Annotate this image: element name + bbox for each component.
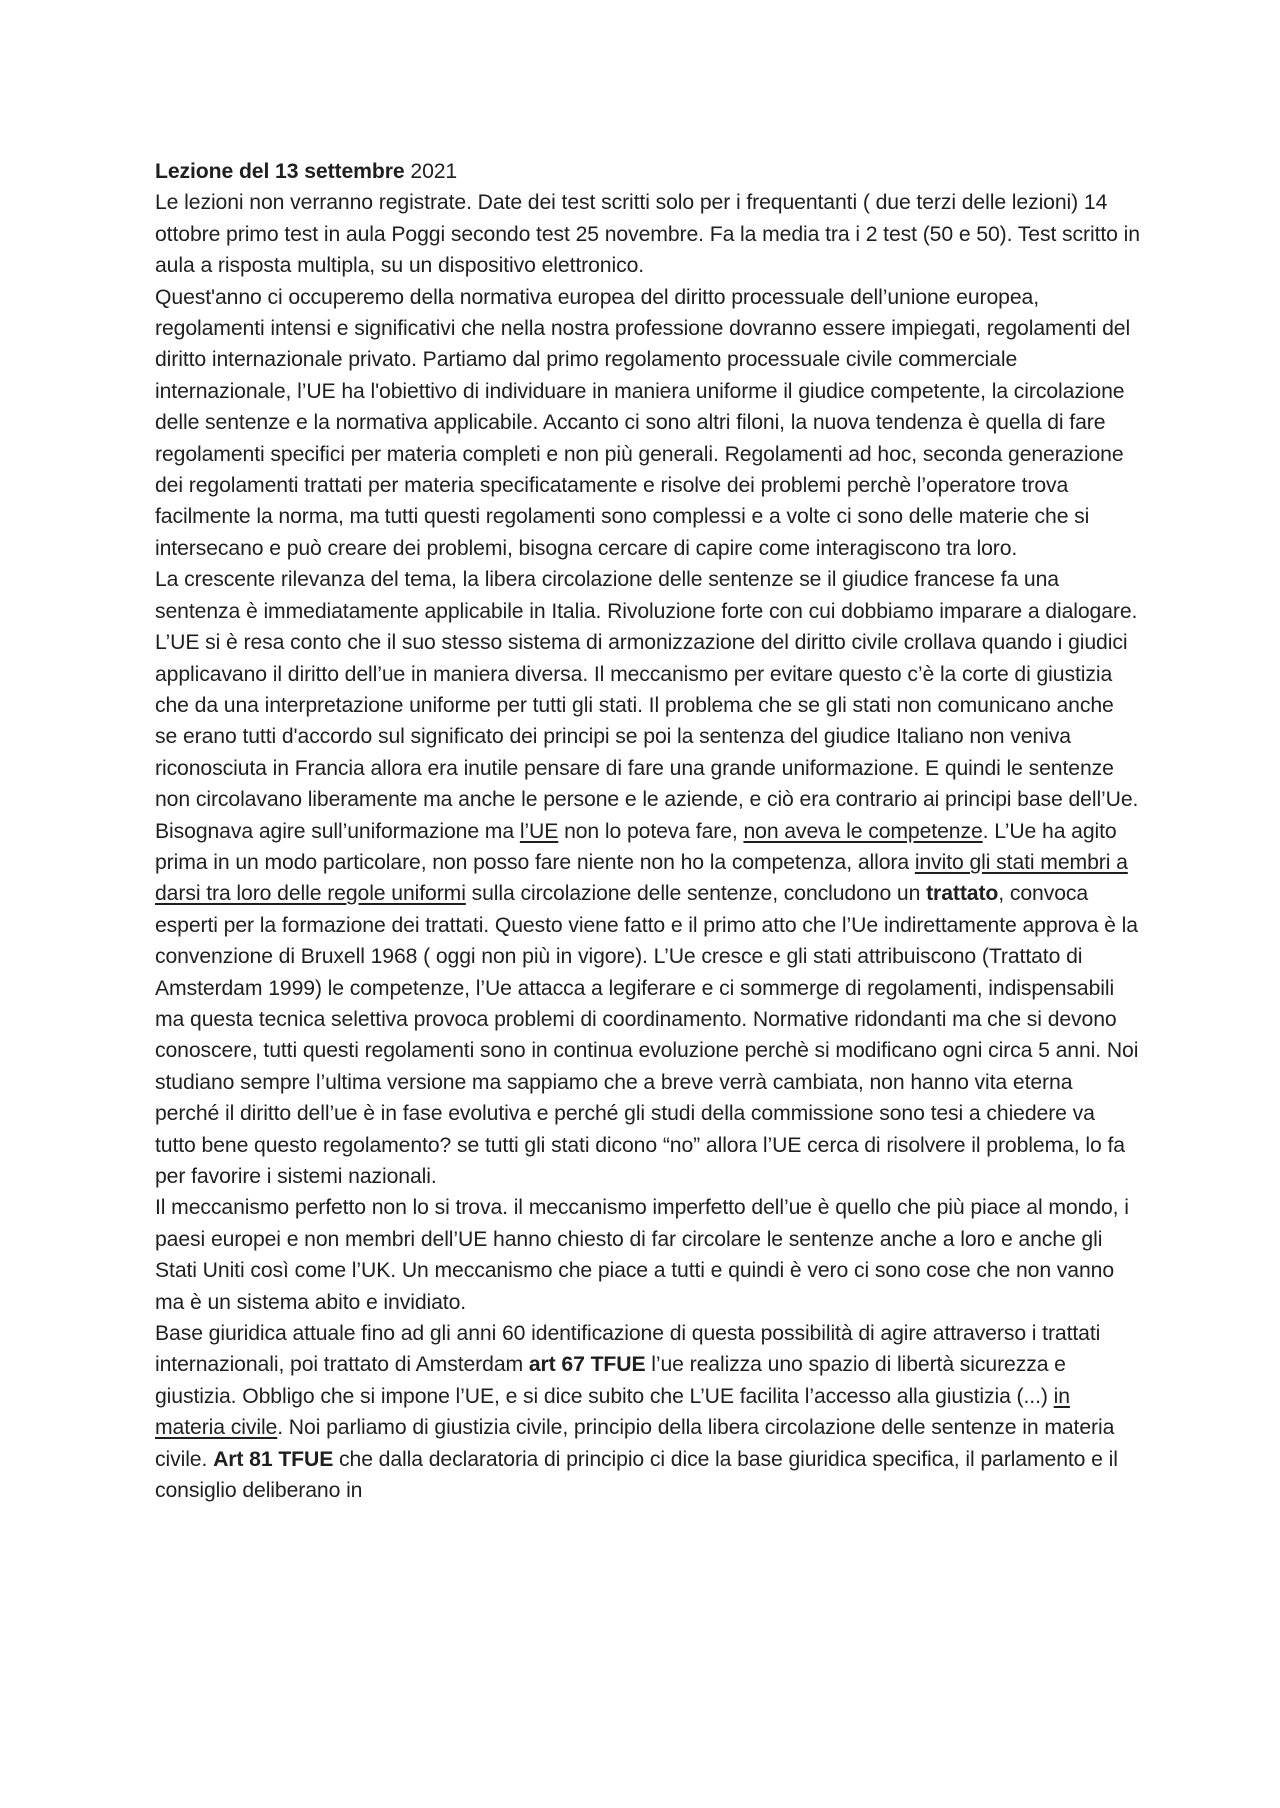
text-span: . Noi parliamo di giustizia civile, principio della libera circolazione delle sentenze in materia civile.	[155, 1416, 1115, 1471]
text-span: sulla circolazione delle sentenze, concludono un	[465, 882, 927, 906]
bold-art81: Art 81 TFUE	[213, 1447, 334, 1471]
text-span: l’ue realizza uno spazio di libertà sicurezza e giustizia. Obbligo che si impone l’UE, e si dice subito che L’UE facilita l’accesso alla giustizia (...)	[155, 1353, 1066, 1408]
paragraph-tests: Le lezioni non verranno registrate. Date dei test scritti solo per i frequentanti ( due terzi delle lezioni) 14 ottobre primo test in aula Poggi secondo test 25 novembre. Fa la media tra i 2 test (50 e 50). Test scritto in aula a risposta multipla, su un dispositivo elettronico.	[155, 191, 1140, 278]
paragraph-circulation	[155, 564, 1140, 1192]
text-span: che dalla declaratoria di principio ci dice la base giuridica specifica, il parlamento e il consiglio deliberano in	[155, 1447, 1118, 1503]
underlined-ue: l’UE	[519, 819, 559, 843]
text-span: La crescente rilevanza del tema, la libera circolazione delle sentenze se il giudice francese fa una sentenza è immediatamente applicabile in Italia. Rivoluzione forte con cui dobbiamo imparare a dialogare. L’UE si è resa conto che il suo stesso sistema di armonizzazione del diritto civile crollava quando i giudici applicavano il diritto dell’ue in maniera diversa. Il meccanismo per evitare questo c’è la corte di giustizia che da una interpretazione uniforme per tutti gli stati. Il problema che se gli stati non comunicano anche se erano tutti d'accordo sul significato dei principi se poi la sentenza del giudice Italiano non veniva riconosciuta in Francia allora era inutile pensare di fare una grande uniformazione. E quindi le sentenze non circolavano liberamente ma anche le persone e le aziende, e ciò era contrario ai principi base dell’Ue. Bisognava agire sull’uniformazione ma	[155, 568, 1139, 843]
underlined-invito: invito gli stati membri a darsi tra loro delle regole uniformi	[155, 850, 1128, 906]
underlined-competenze: non aveva le competenze	[743, 819, 983, 843]
text-span: , convoca esperti per la formazione dei trattati. Questo viene fatto e il primo atto che l’Ue indirettamente approva è la convenzione di Bruxell 1968 ( oggi non più in vigore). L’Ue cresce e gli stati attribuiscono (Trattato di Amsterdam 1999) le competenze, l’Ue attacca a legiferare e ci sommerge di regolamenti, indispensabili ma questa tecnica selettiva provoca problemi di coordinamento. Normative ridondanti ma che si devono conoscere, tutti questi regolamenti sono in continua evoluzione perchè si modificano ogni circa 5 anni. Noi studiano sempre l’ultima versione ma sappiamo che a breve verrà cambiata, non hanno vita eterna perché il diritto dell’ue è in fase evolutiva e perché gli studi della commissione sono tesi a chiedere va tutto bene questo regolamento? se tutti gli stati dicono “no” allora l’UE cerca di risolvere il problema, lo fa per favorire i sistemi nazionali.	[155, 882, 1139, 1188]
text-span: Base giuridica attuale fino ad gli anni 60 identificazione di questa possibilità di agire attraverso i trattati internazionali, poi trattato di Amsterdam	[155, 1322, 1101, 1377]
text-span: non lo poteva fare,	[558, 819, 744, 843]
heading-year: 2021	[404, 160, 458, 183]
lesson-heading	[155, 156, 1140, 187]
heading-date-bold: Lezione del 13 settembre	[155, 160, 405, 183]
paragraph-mechanism: Il meccanismo perfetto non lo si trova. il meccanismo imperfetto dell’ue è quello che più piace al mondo, i paesi europei e non membri dell’UE hanno chiesto di far circolare le sentenze anche a loro e anche gli Stati Uniti così come l’UK. Un meccanismo che piace a tutti e quindi è vero ci sono cose che non vanno ma è un sistema abito e invidiato.	[155, 1196, 1129, 1314]
paragraph-regulations: Quest'anno ci occuperemo della normativa europea del diritto processuale dell’unione europea, regolamenti intensi e significativi che nella nostra professione dovranno essere impiegati, regolamenti del diritto internazionale privato. Partiamo dal primo regolamento processuale civile commerciale internazionale, l’UE ha l'obiettivo di individuare in maniera uniforme il giudice competente, la circolazione delle sentenze e la normativa applicabile. Accanto ci sono altri filoni, la nuova tendenza è quella di fare regolamenti specifici per materia completi e non più generali. Regolamenti ad hoc, seconda generazione dei regolamenti trattati per materia specificatamente e risolve dei problemi perchè l’operatore trova facilmente la norma, ma tutti questi regolamenti sono complessi e a volte ci sono delle materie che si intersecano e può creare dei problemi, bisogna cercare di capire come interagiscono tra loro.	[155, 285, 1131, 560]
bold-trattato: trattato	[926, 882, 999, 906]
document-body	[155, 156, 1140, 1506]
paragraph-legal-basis	[155, 1318, 1140, 1506]
bold-art67: art 67 TFUE	[528, 1353, 646, 1377]
text-span: . L’Ue ha agito prima in un modo particolare, non posso fare niente non ho la competenza, allora	[155, 819, 1117, 874]
underlined-materia-civile: in materia civile	[155, 1384, 1070, 1440]
